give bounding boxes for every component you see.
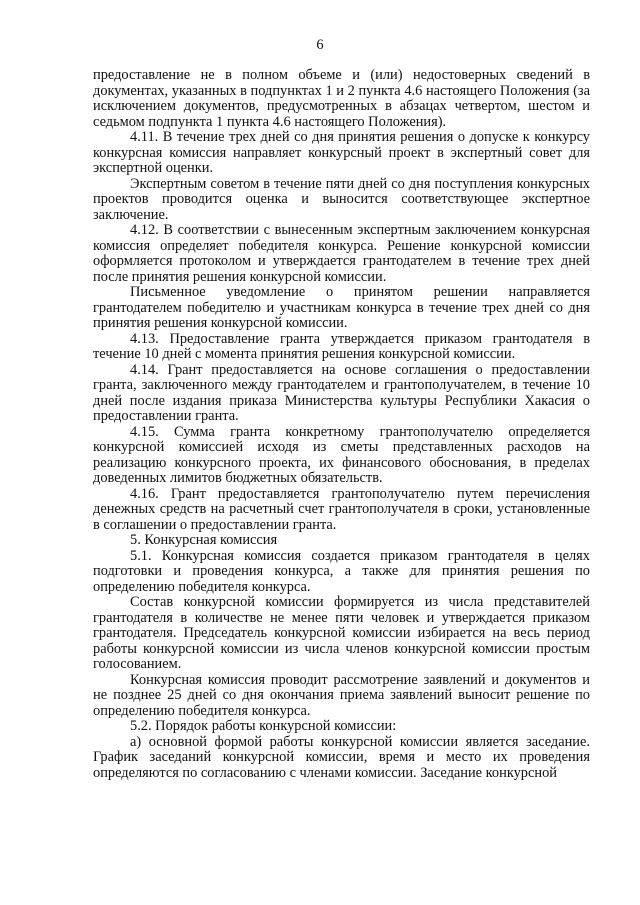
paragraph-expert-council: Экспертным советом в течение пяти дней со дня поступления конкурсных проектов проводится оценка и выносится соответствующее экспертное заключение. xyxy=(93,175,590,223)
document-body xyxy=(93,68,590,781)
paragraph-4-12: 4.12. В соответствии с вынесенным экспертным заключением конкурсная комиссия определяет победителя конкурса. Решение конкурсной комиссии оформляется протоколом и утверждается грантодателем в течение трех дней после принятия решения конкурсной комиссии. xyxy=(93,222,590,285)
paragraph-review-deadline: Конкурсная комиссия проводит рассмотрение заявлений и документов и не позднее 25 дней со дня окончания приема заявлений выносит решение по определению победителя конкурса. xyxy=(93,671,590,719)
paragraph-4-14: 4.14. Грант предоставляется на основе соглашения о предоставлении гранта, заключенного между грантодателем и грантополучателем, в течение 10 дней после издания приказа Министерства культуры Республики Хакасия о предоставлении гранта. xyxy=(93,361,590,424)
paragraph-continuation: предоставление не в полном объеме и (или) недостоверных сведений в документах, указанных в подпунктах 1 и 2 пункта 4.6 настоящего Положения (за исключением документов, предусмотренных в абзацах четвертом, шестом и седьмом подпункта 1 пункта 4.6 настоящего Положения). xyxy=(93,67,590,130)
paragraph-4-15: 4.15. Сумма гранта конкретному грантополучателю определяется конкурсной комиссией исходя из сметы представленных расходов на реализацию конкурсного проекта, их финансового обоснования, в пределах доведенных лимитов бюджетных обязательств. xyxy=(93,423,590,486)
paragraph-4-16: 4.16. Грант предоставляется грантополучателю путем перечисления денежных средств на расчетный счет грантополучателя в сроки, установленные в соглашении о предоставлении гранта. xyxy=(93,485,590,533)
page-number: 6 xyxy=(316,37,324,53)
paragraph-commission-composition: Состав конкурсной комиссии формируется из числа представителей грантодателя в количестве не менее пяти человек и утверждается приказом грантодателя. Председатель конкурсной комиссии избирается на весь период работы конкурсной комиссии из числа членов конкурсной комиссии простым голосованием. xyxy=(93,594,590,672)
section-title: 5. Конкурсная комиссия xyxy=(130,532,278,548)
paragraph-written-notice: Письменное уведомление о принятом решении направляется грантодателем победителю и участникам конкурса в течение трех дней со дня принятия решения конкурсной комиссии. xyxy=(93,284,590,331)
paragraph-4-11: 4.11. В течение трех дней со дня принятия решения о допуске к конкурсу конкурсная комиссия направляет конкурсный проект в экспертный совет для экспертной оценки. xyxy=(93,129,590,176)
paragraph-5-2-a: а) основной формой работы конкурсной комиссии является заседание. График заседаний конкурсной комиссии, время и место их проведения определяются по согласованию с членами комиссии. Заседание конкурсной xyxy=(93,733,590,781)
paragraph-5-2: 5.2. Порядок работы конкурсной комиссии: xyxy=(130,718,397,734)
paragraph-5-1: 5.1. Конкурсная комиссия создается приказом грантодателя в целях подготовки и проведения конкурса, а также для принятия решения по определению победителя конкурса. xyxy=(93,547,590,595)
paragraph-4-13: 4.13. Предоставление гранта утверждается приказом грантодателя в течение 10 дней с момента принятия решения конкурсной комиссии. xyxy=(93,330,590,362)
